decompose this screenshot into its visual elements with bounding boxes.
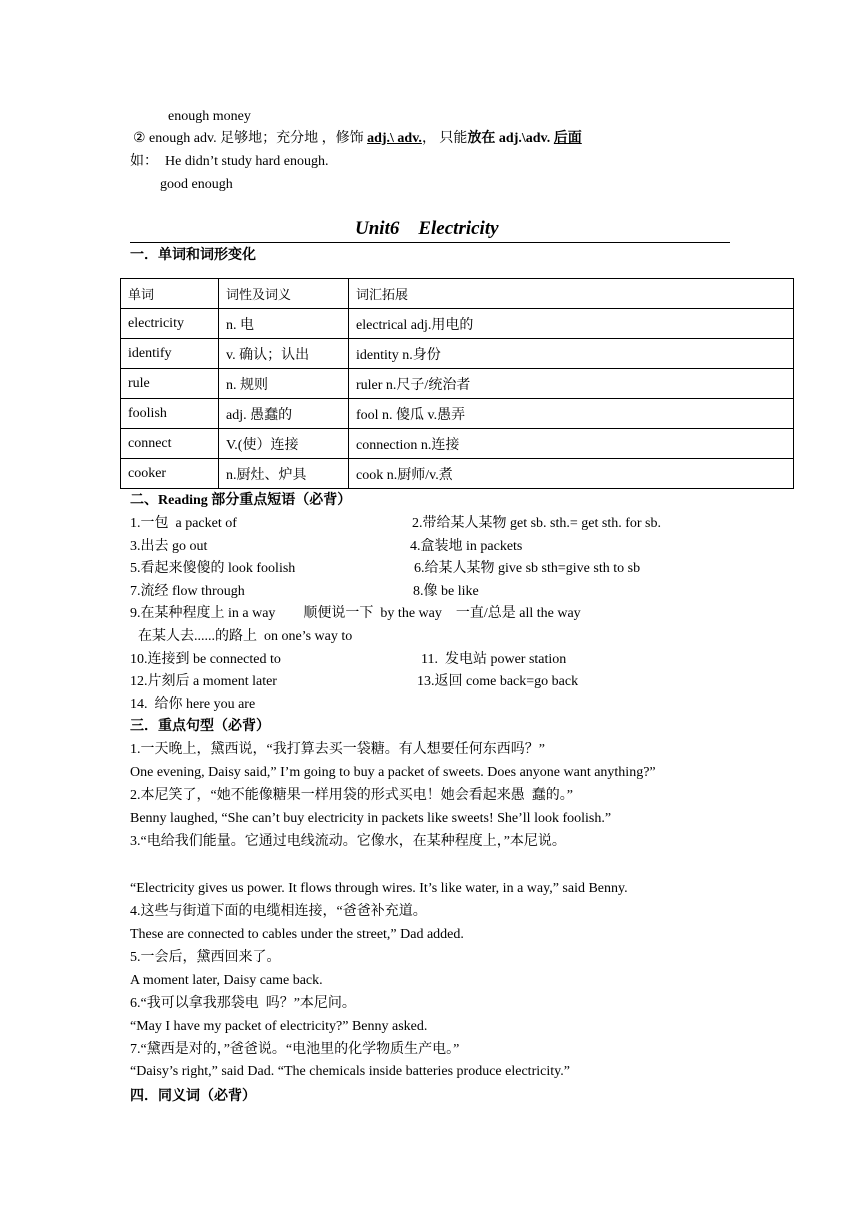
table-header-row — [121, 279, 794, 309]
table-cell: identity n.身份 — [349, 339, 794, 369]
section-4-heading: 四．同义词（必背） — [130, 1089, 256, 1104]
section-2-heading — [130, 492, 351, 510]
sentence-en: A moment later, Daisy came back. — [130, 973, 323, 988]
intro-line-2-underline: 后面 — [553, 131, 582, 146]
phrase-item: 6.给某人某物 give sb sth=give sth to sb — [414, 561, 641, 576]
intro-line-2-bold: 放在 adj.\adv. — [467, 131, 554, 146]
phrase-item: 1.一包 a packet of — [130, 516, 237, 531]
sentence-en: “May I have my packet of electricity?” Benny asked. — [130, 1019, 428, 1034]
table-cell: foolish — [121, 399, 219, 429]
table-header-cell: 单词 — [121, 279, 219, 309]
intro-line-2-emph: adj.\ adv. — [367, 131, 422, 146]
sentence-en: One evening, Daisy said,” I’m going to buy a packet of sweets. Does anyone want anything?” — [130, 765, 656, 780]
phrase-item: 8.像 be like — [413, 584, 479, 599]
intro-line-2-text: ② enough adv. 足够地；充分地 ，修饰 — [133, 131, 368, 146]
table-cell: n. 电 — [219, 309, 349, 339]
table-header-cell: 词性及词义 — [219, 279, 349, 309]
phrase-item: 13.返回 come back=go back — [417, 674, 579, 689]
intro-line-4: good enough — [160, 177, 233, 192]
intro-line-2 — [133, 130, 582, 148]
phrase-item: 10.连接到 be connected to — [130, 652, 281, 667]
table-cell: connection n.连接 — [349, 429, 794, 459]
table-cell: adj. 愚蠢的 — [219, 399, 349, 429]
section-2-bold: Reading — [158, 493, 212, 508]
phrase-item: 2.带给某人某物 get sb. sth.= get sth. for sb. — [412, 516, 661, 531]
table-row — [121, 429, 794, 459]
sentence-zh: 1.一天晚上，黛西说，“我打算去买一袋糖。有人想要任何东西吗？” — [130, 742, 545, 757]
table-cell: cook n.厨师/v.煮 — [349, 459, 794, 489]
table-row — [121, 309, 794, 339]
section-1-heading: 一．单词和词形变化 — [130, 248, 256, 263]
table-header-cell: 词汇拓展 — [349, 279, 794, 309]
sentence-zh: 5.一会后，黛西回来了。 — [130, 950, 281, 965]
sentence-zh: 6.“我可以拿我那袋电 吗？”本尼问。 — [130, 996, 356, 1011]
phrase-item: 3.出去 go out — [130, 539, 208, 554]
table-cell: connect — [121, 429, 219, 459]
sentence-en: “Electricity gives us power. It flows through wires. It’s like water, in a way,” said Benny. — [130, 881, 628, 896]
phrase-item: 在某人去......的路上 on one’s way to — [138, 629, 353, 644]
table-row — [121, 459, 794, 489]
intro-line-1: enough money — [168, 109, 251, 124]
section-3-heading: 三．重点句型（必背） — [130, 719, 270, 734]
phrase-item: 7.流经 flow through — [130, 584, 245, 599]
sentence-en: These are connected to cables under the street,” Dad added. — [130, 927, 464, 942]
table-row — [121, 339, 794, 369]
table-cell: electrical adj.用电的 — [349, 309, 794, 339]
title-divider — [130, 242, 730, 243]
section-2-prefix: 二、 — [130, 493, 158, 508]
table-cell: ruler n.尺子/统治者 — [349, 369, 794, 399]
table-cell: n.厨灶、炉具 — [219, 459, 349, 489]
phrase-item: 11. 发电站 power station — [421, 652, 567, 667]
sentence-en: “Daisy’s right,” said Dad. “The chemicals inside batteries produce electricity.” — [130, 1064, 570, 1079]
table-cell: identify — [121, 339, 219, 369]
table-cell: n. 规则 — [219, 369, 349, 399]
table-cell: v. 确认；认出 — [219, 339, 349, 369]
table-cell: V.(使）连接 — [219, 429, 349, 459]
unit-title: Unit6 Electricity — [355, 218, 499, 239]
table-cell: rule — [121, 369, 219, 399]
phrase-item: 12.片刻后 a moment later — [130, 674, 277, 689]
sentence-zh: 7.“黛西是对的，”爸爸说。“电池里的化学物质生产电。” — [130, 1042, 460, 1057]
table-row — [121, 399, 794, 429]
intro-line-3: 如： He didn’t study hard enough. — [130, 154, 329, 169]
section-2-rest: 部分重点短语（必背） — [211, 493, 352, 508]
table-row — [121, 369, 794, 399]
phrase-item: 9.在某种程度上 in a way 顺便说一下 by the way 一直/总是 all the way — [130, 606, 581, 621]
table-cell: cooker — [121, 459, 219, 489]
sentence-en: Benny laughed, “She can’t buy electricity in packets like sweets! She’ll look foolish.” — [130, 811, 612, 826]
sentence-zh: 2.本尼笑了，“她不能像糖果一样用袋的形式买电！她会看起来愚 蠢的。” — [130, 788, 573, 803]
phrase-item: 14. 给你 here you are — [130, 697, 256, 712]
table-cell: electricity — [121, 309, 219, 339]
phrase-item: 4.盒装地 in packets — [410, 539, 523, 554]
sentence-zh: 4.这些与街道下面的电缆相连接，“爸爸补充道。 — [130, 904, 427, 919]
sentence-zh: 3.“电给我们能量。它通过电线流动。它像水，在某种程度上，”本尼说。 — [130, 834, 566, 849]
vocab-table — [120, 278, 794, 489]
phrase-item: 5.看起来傻傻的 look foolish — [130, 561, 296, 576]
intro-line-2-text-b: ， 只能 — [421, 131, 468, 146]
table-cell: fool n. 傻瓜 v.愚弄 — [349, 399, 794, 429]
